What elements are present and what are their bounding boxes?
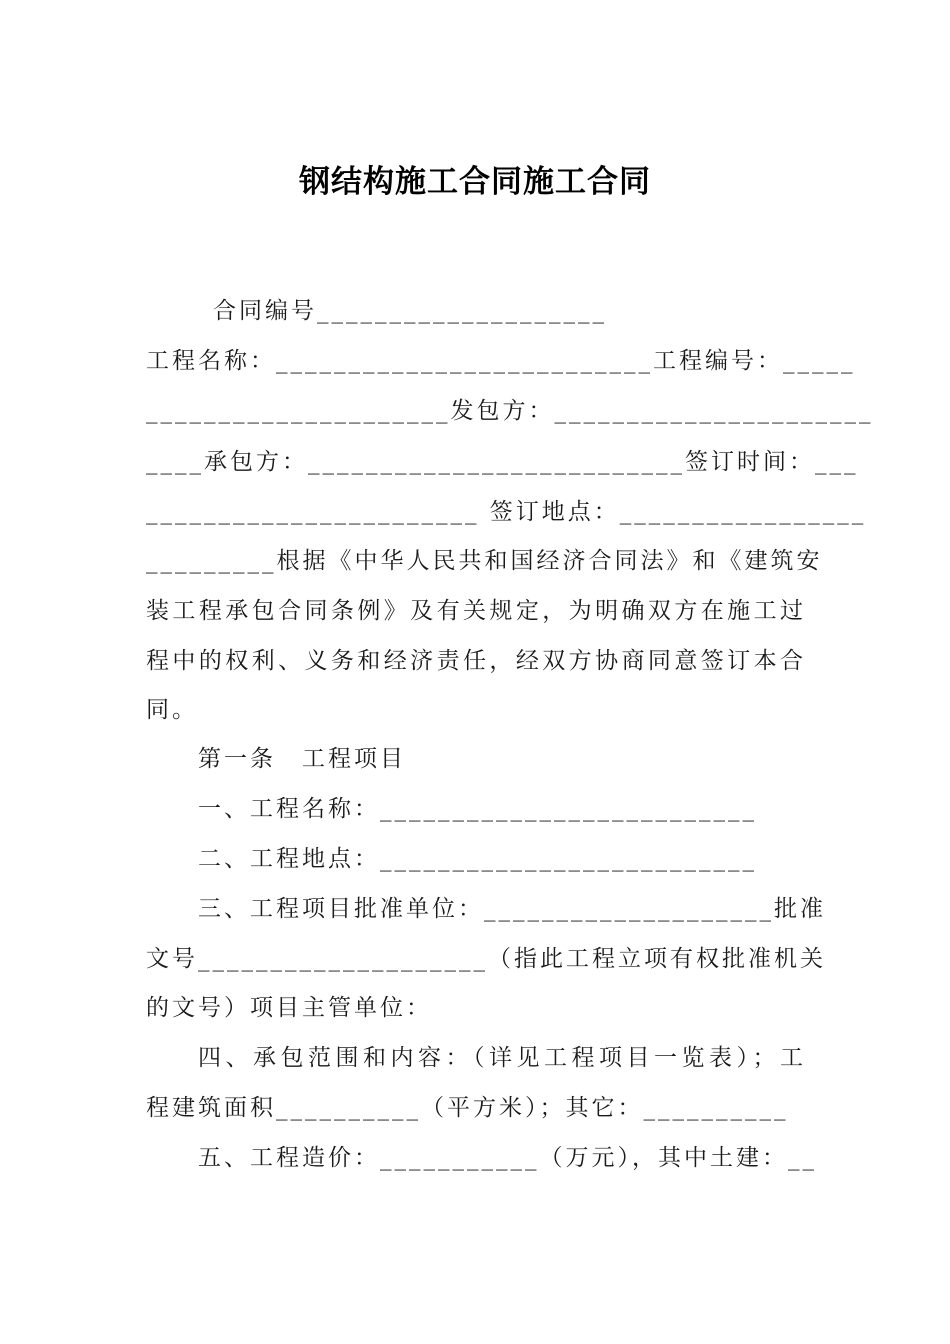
supervising-unit-line: 的文号）项目主管单位： <box>146 995 432 1021</box>
document-title: 钢结构施工合同施工合同 <box>299 164 651 200</box>
paragraph-line: 装工程承包合同条例》及有关规定，为明确双方在施工过 <box>146 598 806 624</box>
contractor-line: ____承包方：__________________________签订时间：___ <box>146 449 859 475</box>
paragraph-line: 同。 <box>146 697 198 723</box>
project-cost-item: 五、工程造价：___________（万元），其中土建：__ <box>198 1145 817 1171</box>
article-heading: 第一条 工程项目 <box>198 746 406 772</box>
project-name-item: 一、工程名称：__________________________ <box>198 796 757 822</box>
employer-line: _____________________发包方：______________________ <box>146 398 874 424</box>
project-name-line: 工程名称：__________________________工程编号：_____ <box>146 348 856 374</box>
building-area-line: 程建筑面积__________（平方米）；其它：__________ <box>146 1095 789 1121</box>
contract-number-line: 合同编号____________________ <box>213 298 607 324</box>
paragraph-line: _________根据《中华人民共和国经济合同法》和《建筑安 <box>146 548 823 574</box>
scope-item: 四、承包范围和内容：（详见工程项目一览表）；工 <box>198 1045 806 1071</box>
paragraph-line: 程中的权利、义务和经济责任，经双方协商同意签订本合 <box>146 648 806 674</box>
approval-number-line: 文号____________________（指此工程立项有权批准机关 <box>146 946 826 972</box>
approval-unit-item: 三、工程项目批准单位：____________________批准 <box>198 896 826 922</box>
signing-place-line: _______________________ 签订地点：_________________ <box>146 499 867 525</box>
project-location-item: 二、工程地点：__________________________ <box>198 846 757 872</box>
